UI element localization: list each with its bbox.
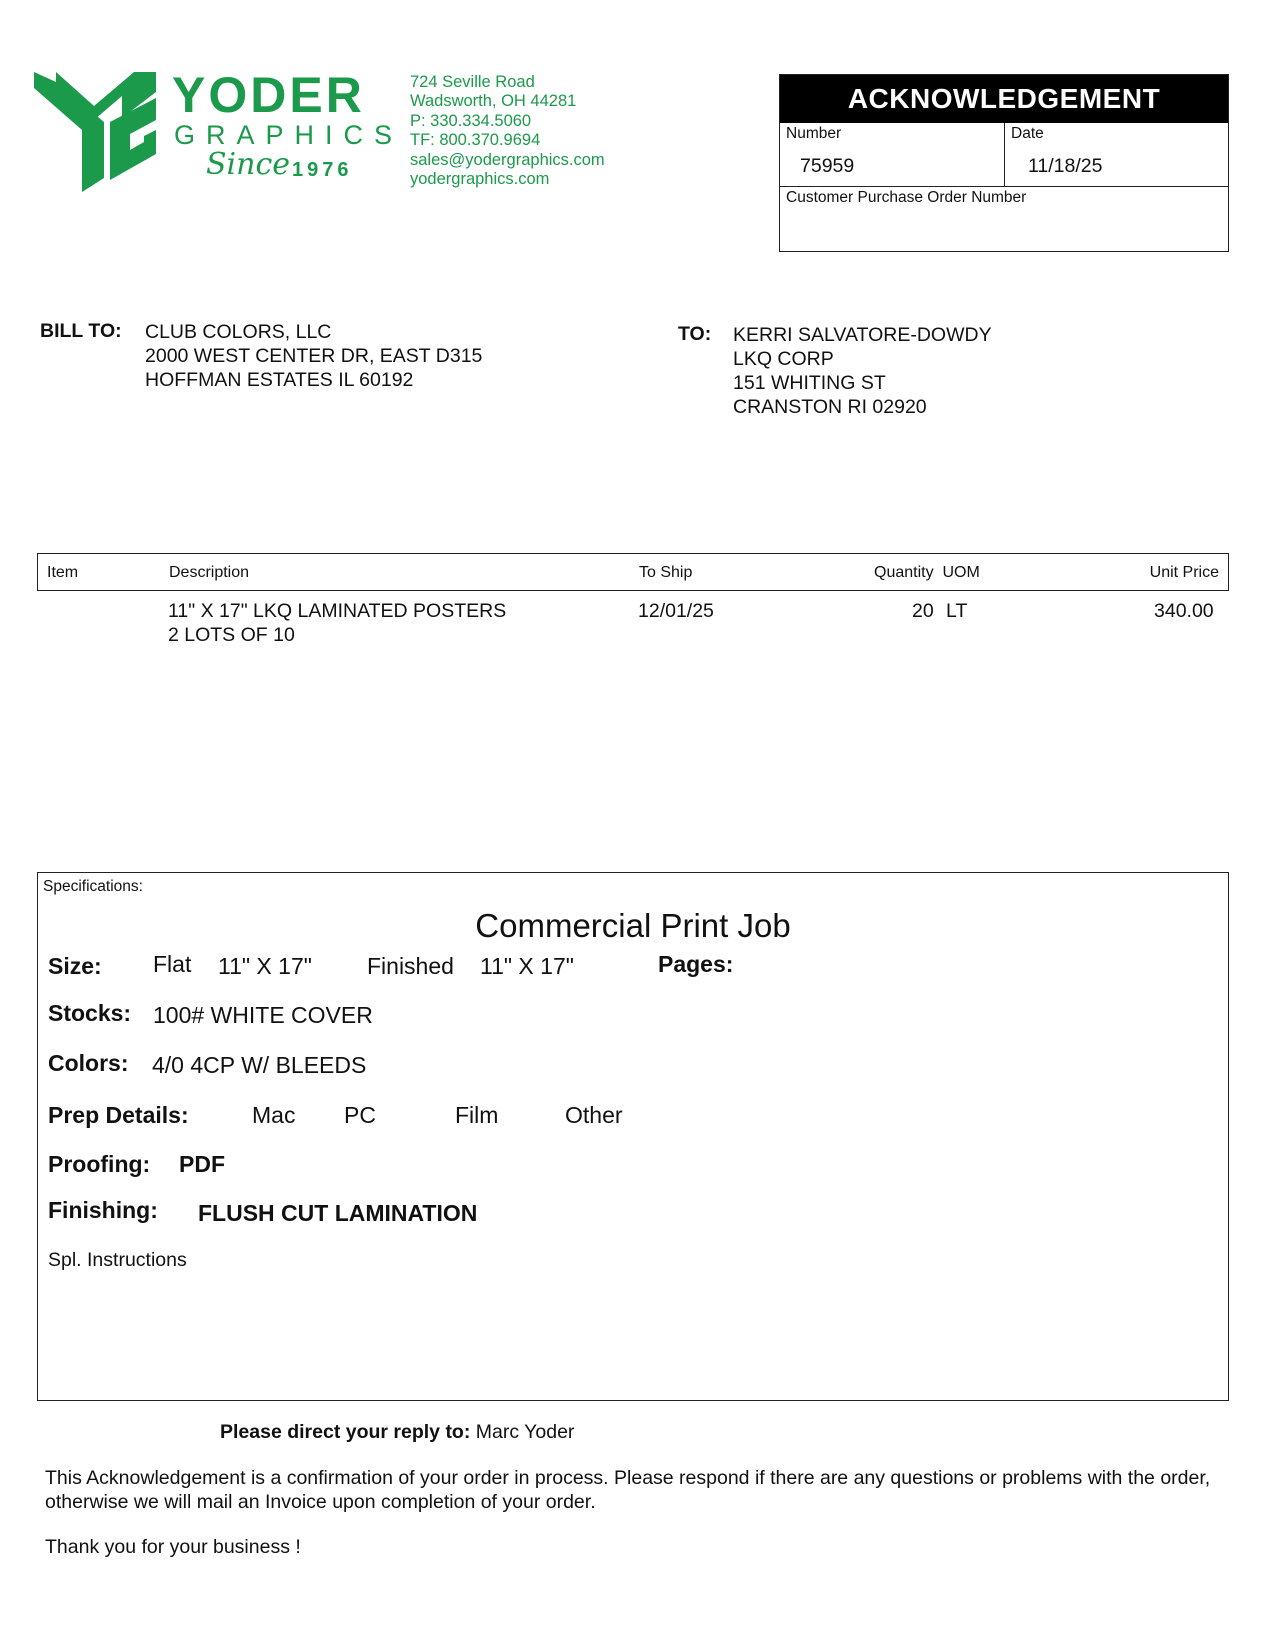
- company-address-line2: Wadsworth, OH 44281: [410, 92, 577, 110]
- ship-to-address: [733, 323, 992, 419]
- prep-option-film: Film: [455, 1102, 499, 1128]
- company-website[interactable]: yodergraphics.com: [410, 170, 550, 188]
- prep-option-mac: Mac: [252, 1102, 296, 1128]
- ship-to-line: KERRI SALVATORE-DOWDY: [733, 324, 992, 346]
- company-logo-wordmark: YODER: [172, 67, 365, 123]
- item-description-line: 2 LOTS OF 10: [168, 624, 295, 646]
- acknowledgement-box: [779, 74, 1229, 252]
- reply-to-name: Marc Yoder: [475, 1421, 575, 1443]
- proofing-label: Proofing:: [48, 1151, 151, 1177]
- acknowledgement-number-cell: [780, 123, 1005, 186]
- flat-label: Flat: [153, 951, 192, 977]
- yoder-logo-mark: [34, 72, 156, 192]
- pages-label: Pages:: [658, 951, 734, 977]
- company-contact-block: [410, 73, 605, 189]
- company-tollfree: TF: 800.370.9694: [410, 131, 541, 149]
- ship-to-line: 151 WHITING ST: [733, 372, 886, 394]
- prep-option-pc: PC: [344, 1102, 376, 1128]
- company-phone: P: 330.334.5060: [410, 112, 532, 130]
- bill-to-line: 2000 WEST CENTER DR, EAST D315: [145, 345, 483, 367]
- item-unit-price: 340.00: [1154, 600, 1214, 622]
- items-table-header: [37, 553, 1229, 591]
- item-description: [168, 599, 506, 647]
- stocks-label: Stocks:: [48, 1000, 132, 1026]
- ship-to-line: LKQ CORP: [733, 348, 834, 370]
- bill-to-line: HOFFMAN ESTATES IL 60192: [145, 369, 414, 391]
- prep-option-other: Other: [565, 1102, 623, 1128]
- company-logo-since: Since: [206, 147, 291, 182]
- company-logo-subtitle: GRAPHICS: [174, 120, 404, 150]
- prep-details-label: Prep Details:: [48, 1102, 189, 1128]
- proofing-value: PDF: [179, 1151, 225, 1177]
- finishing-value: FLUSH CUT LAMINATION: [198, 1200, 478, 1226]
- acknowledgement-number-date-row: [780, 123, 1228, 187]
- header-to-ship: To Ship: [639, 564, 693, 581]
- header-item: Item: [47, 564, 79, 581]
- stocks-value: 100# WHITE COVER: [153, 1002, 373, 1028]
- finishing-label: Finishing:: [48, 1197, 158, 1223]
- acknowledgement-title: ACKNOWLEDGEMENT: [780, 75, 1228, 123]
- reply-to-line: [220, 1421, 574, 1444]
- acknowledgement-date-cell: [1005, 123, 1229, 186]
- flat-size-value: 11" X 17": [218, 953, 312, 979]
- specifications-title: Commercial Print Job: [475, 907, 791, 944]
- specifications-label: Specifications:: [43, 878, 143, 895]
- header-quantity-uom: Quantity UOM: [874, 564, 980, 581]
- date-label: Date: [1011, 125, 1044, 142]
- acknowledgement-number: 75959: [800, 155, 855, 177]
- header-description: Description: [169, 564, 250, 581]
- special-instructions-label: Spl. Instructions: [48, 1249, 187, 1271]
- specifications-box: [37, 872, 1229, 1401]
- bill-to-address: [145, 320, 482, 392]
- colors-label: Colors:: [48, 1050, 129, 1076]
- customer-po-label: Customer Purchase Order Number: [786, 189, 1027, 206]
- number-label: Number: [786, 125, 842, 142]
- bill-to-line: CLUB COLORS, LLC: [145, 321, 332, 343]
- reply-to-label: Please direct your reply to:: [220, 1421, 471, 1443]
- item-description-line: 11" X 17" LKQ LAMINATED POSTERS: [168, 600, 507, 622]
- size-label: Size:: [48, 953, 102, 979]
- ship-to-label: TO:: [678, 323, 712, 345]
- item-uom: LT: [946, 600, 968, 622]
- company-logo-year: 1976: [292, 159, 353, 181]
- company-email[interactable]: sales@yodergraphics.com: [410, 151, 605, 169]
- thank-you-message: Thank you for your business !: [45, 1536, 301, 1558]
- ship-to-line: CRANSTON RI 02920: [733, 396, 927, 418]
- item-to-ship: 12/01/25: [638, 600, 714, 622]
- header-unit-price: Unit Price: [1149, 564, 1219, 581]
- colors-value: 4/0 4CP W/ BLEEDS: [152, 1052, 367, 1078]
- finished-size-value: 11" X 17": [480, 953, 574, 979]
- confirmation-note: This Acknowledgement is a confirmation of your order in process. Please respond if there are any questions or problems with the order, otherwise we will mail an Invoice upon completion of your order.: [45, 1467, 1211, 1513]
- company-address-line1: 724 Seville Road: [410, 73, 535, 91]
- bill-to-label: BILL TO:: [40, 320, 122, 342]
- acknowledgement-date: 11/18/25: [1028, 155, 1103, 177]
- finished-label: Finished: [367, 953, 454, 979]
- item-quantity: 20: [912, 600, 934, 622]
